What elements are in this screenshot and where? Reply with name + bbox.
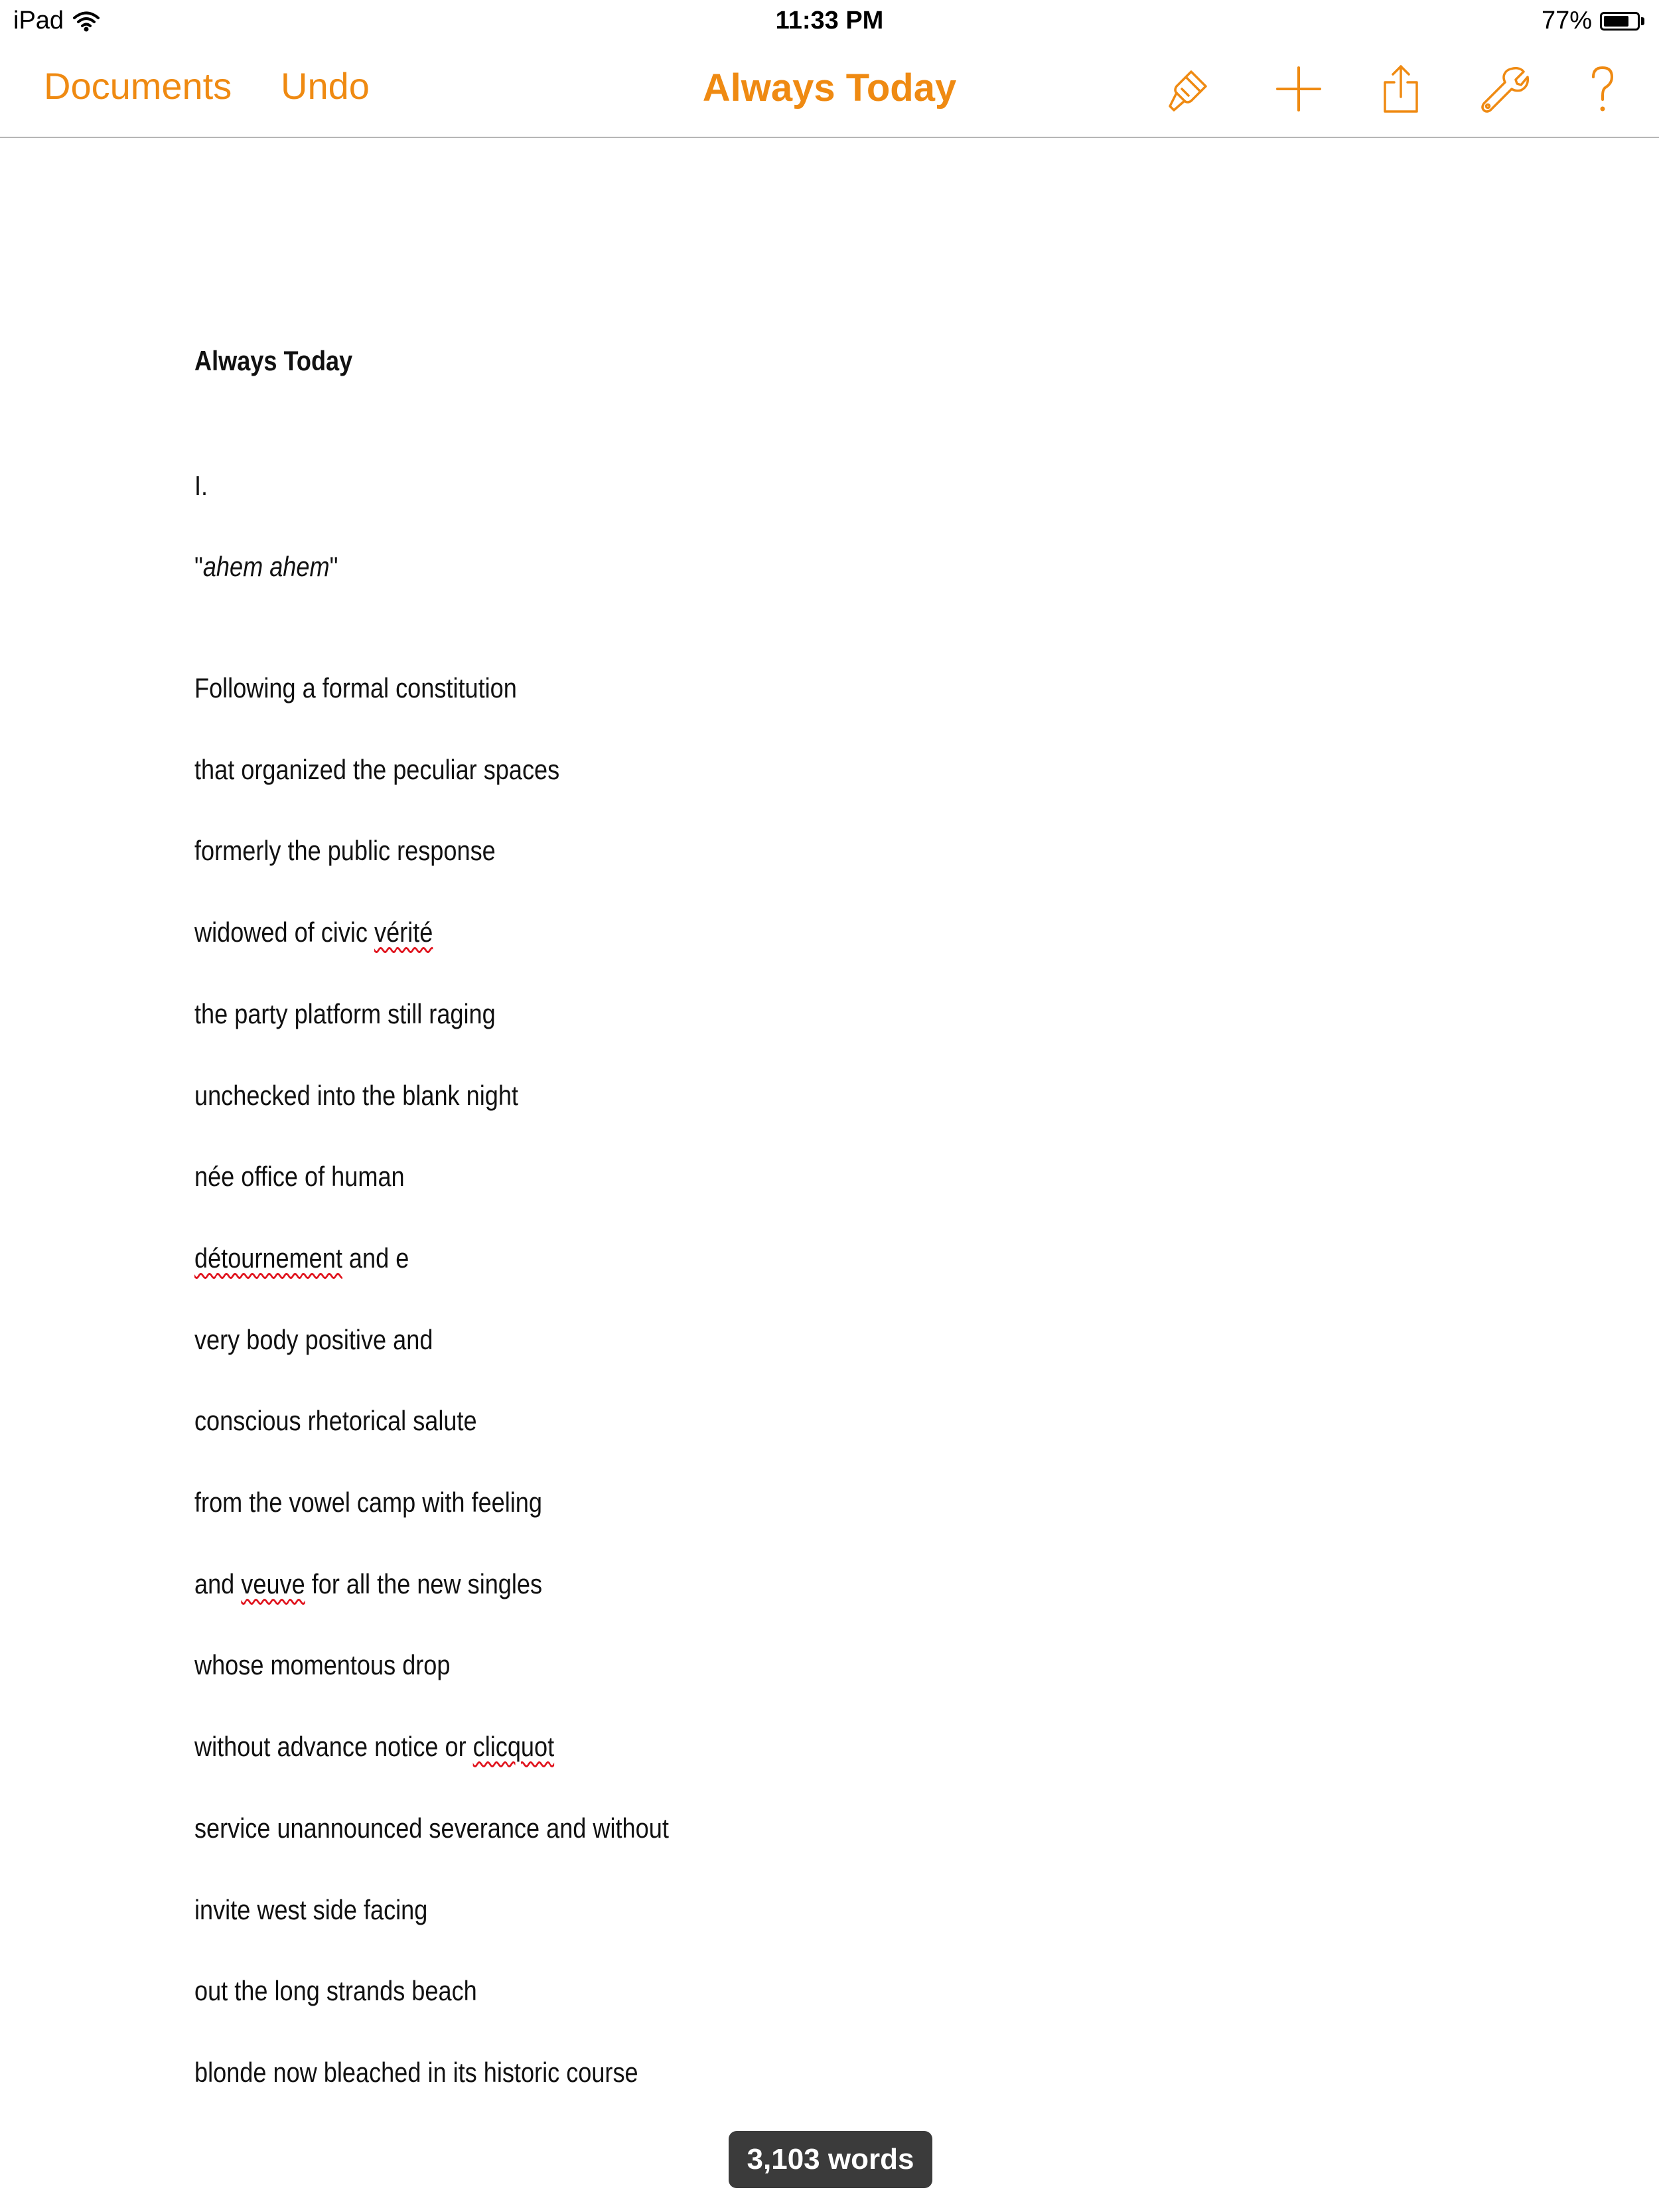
poem-line: that organized the peculiar spaces [194, 754, 560, 785]
documents-button[interactable]: Documents [44, 65, 232, 107]
help-icon[interactable] [1576, 62, 1629, 115]
status-bar [0, 0, 1659, 44]
poem-line: formerly the public response [194, 835, 496, 866]
poem-line: from the vowel camp with feeling [194, 1487, 542, 1518]
poem-line: the party platform still raging [194, 998, 496, 1029]
epigraph-open-quote: " [194, 551, 203, 582]
share-icon[interactable] [1374, 62, 1427, 115]
poem-line: very body positive and [194, 1324, 433, 1355]
undo-button[interactable]: Undo [281, 65, 370, 107]
poem-line: conscious rhetorical salute [194, 1405, 477, 1436]
misspelled-word: détournement [194, 1242, 342, 1274]
misspelled-word: veuve [241, 1568, 305, 1599]
line-text: widowed of civic [194, 917, 375, 948]
misspelled-word: clicquot [472, 1731, 555, 1762]
poem-line: Following a formal constitution [194, 672, 517, 703]
status-time: 11:33 PM [775, 7, 884, 35]
navigation-bar [0, 44, 1659, 138]
poem-line: invite west side facing [194, 1894, 428, 1925]
poem-line [194, 1244, 409, 1272]
battery-percentage: 77% [1541, 7, 1592, 35]
poem-line: née office of human [194, 1161, 405, 1192]
plus-icon[interactable] [1272, 62, 1325, 115]
paintbrush-icon[interactable] [1162, 62, 1215, 115]
epigraph [194, 553, 338, 581]
poem-line [194, 1570, 542, 1598]
device-label: iPad [13, 7, 64, 35]
battery-nub [1641, 17, 1644, 25]
line-text: and [194, 1568, 242, 1599]
status-right [1542, 7, 1644, 35]
line-text: without advance notice or [194, 1731, 473, 1762]
poem-line [194, 1733, 554, 1761]
document-heading: Always Today [194, 345, 353, 376]
section-number: I. [194, 470, 208, 501]
battery-icon [1600, 12, 1640, 31]
battery-level [1604, 16, 1628, 27]
wrench-icon[interactable] [1477, 62, 1530, 115]
word-count-badge[interactable]: 3,103 words [729, 2131, 932, 2188]
epigraph-text: ahem ahem [202, 551, 330, 582]
epigraph-close-quote: " [329, 551, 338, 582]
poem-line [194, 919, 433, 946]
document-title: Always Today [702, 66, 957, 110]
misspelled-word: vérité [374, 917, 433, 948]
poem-line: service unannounced severance and without [194, 1812, 669, 1844]
poem-line: out the long strands beach [194, 1975, 477, 2006]
line-text: for all the new singles [305, 1568, 543, 1599]
poem-line: blonde now bleached in its historic course [194, 2057, 638, 2088]
poem-line: whose momentous drop [194, 1649, 451, 1680]
line-text: and e [342, 1242, 409, 1274]
poem-line: unchecked into the blank night [194, 1080, 518, 1111]
